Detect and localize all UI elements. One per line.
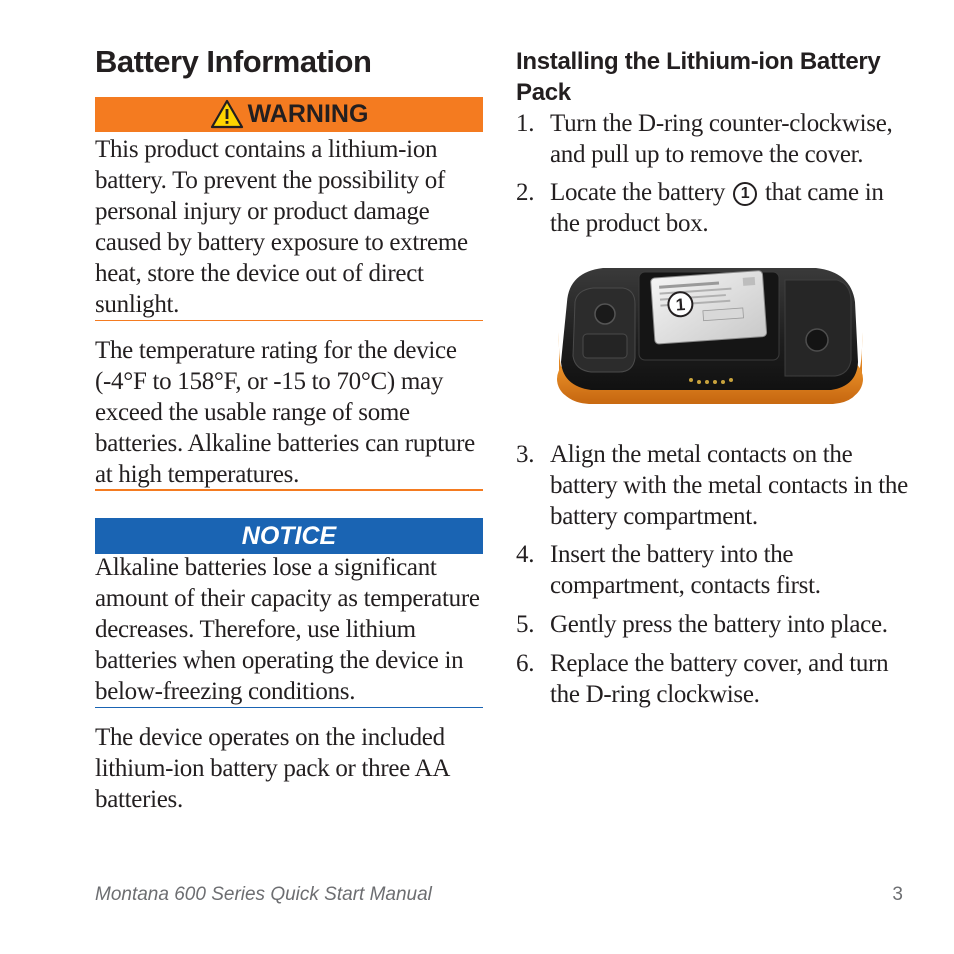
step-1 xyxy=(516,108,916,170)
temperature-divider xyxy=(95,489,483,492)
notice-text: Alkaline batteries lose a significant amount of their capacity as temperature decreases. Therefore, use lithium batteries when operating the device in below-freezing conditions. xyxy=(95,554,480,705)
callout-1-icon: 1 xyxy=(733,182,757,206)
step-number: 5. xyxy=(516,611,535,638)
notice-banner xyxy=(95,518,483,554)
step-text: Turn the D-ring counter-clockwise, and pull up to remove the cover. xyxy=(550,110,893,168)
step-6 xyxy=(516,648,916,710)
step-number: 6. xyxy=(516,650,535,677)
step-number: 3. xyxy=(516,441,535,468)
step-text: Replace the battery cover, and turn the D-ring clockwise. xyxy=(550,650,889,708)
warning-label: WARNING xyxy=(247,100,369,128)
footer-manual-title: Montana 600 Series Quick Start Manual xyxy=(95,884,432,905)
step-2 xyxy=(516,177,916,239)
warning-banner xyxy=(95,97,483,132)
install-heading: Installing the Lithium-ion Battery Pack xyxy=(516,48,881,106)
warning-triangle-icon xyxy=(210,99,244,129)
operates-text: The device operates on the included lithium-ion battery pack or three AA batteries. xyxy=(95,724,449,813)
temperature-text: The temperature rating for the device (-4°F to 158°F, or -15 to 70°C) may exceed the usable range of some batteries. Alkaline batteries can rupture at high temperatures. xyxy=(95,337,475,488)
notice-label: NOTICE xyxy=(241,521,337,550)
warning-divider xyxy=(95,320,483,322)
step-text xyxy=(550,177,916,239)
step-5 xyxy=(516,609,916,640)
step-4 xyxy=(516,539,916,601)
step-number: 2. xyxy=(516,179,535,206)
step-3 xyxy=(516,439,916,532)
step-text: Align the metal contacts on the battery with the metal contacts in the battery compartment. xyxy=(550,441,908,530)
page-number: 3 xyxy=(892,884,903,905)
step-text: Insert the battery into the compartment, contacts first. xyxy=(550,541,821,599)
step-number: 4. xyxy=(516,541,535,568)
step-number: 1. xyxy=(516,110,535,137)
step-text-after: that came in the product box. xyxy=(550,179,884,237)
device-battery-compartment-image xyxy=(553,262,866,406)
step-text: Gently press the battery into place. xyxy=(550,611,888,638)
page-heading: Battery Information xyxy=(95,44,372,79)
warning-text: This product contains a lithium-ion battery. To prevent the possibility of personal injury or product damage caused by battery exposure to extreme heat, store the device out of direct sunlight. xyxy=(95,136,468,318)
image-callout-label: 1 xyxy=(675,294,686,315)
step-text-before: Locate the battery xyxy=(550,179,726,206)
notice-divider xyxy=(95,707,483,709)
